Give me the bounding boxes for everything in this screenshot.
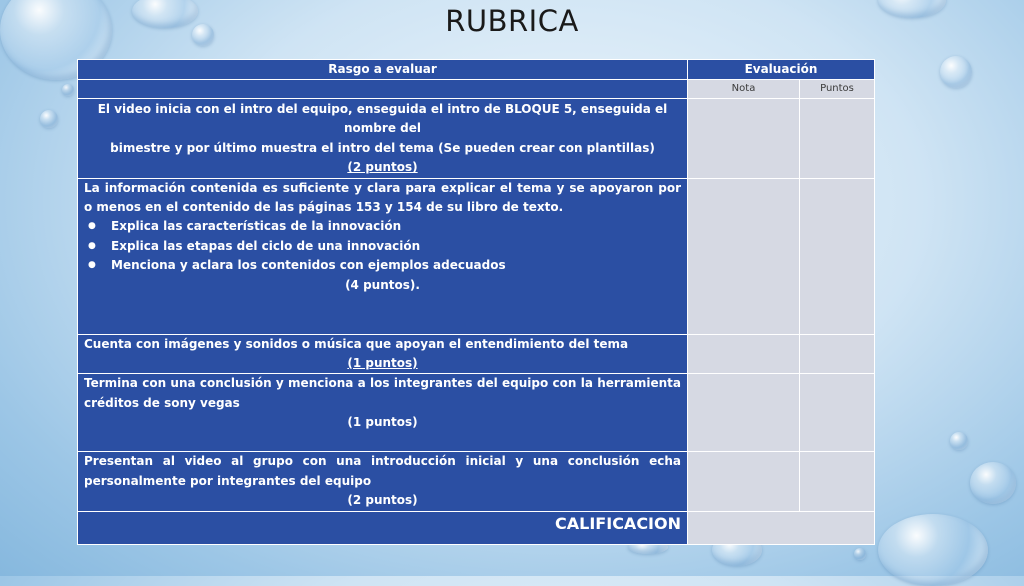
water-droplet-decoration	[854, 548, 866, 560]
criterion-text: Cuenta con imágenes y sonidos o música que apoyan el entendimiento del tema	[84, 336, 629, 351]
criterion-text: bimestre y por último muestra el intro del tema (Se pueden crear con plantillas)	[110, 140, 655, 155]
water-droplet-decoration	[40, 110, 58, 128]
water-droplet-decoration	[970, 462, 1016, 504]
subheader-puntos: Puntos	[800, 80, 875, 99]
criterion-cell	[78, 452, 688, 511]
nota-cell[interactable]	[688, 99, 800, 179]
page-title: RUBRICA	[445, 4, 579, 38]
total-score-cell[interactable]	[688, 511, 875, 544]
puntos-cell[interactable]	[800, 99, 875, 179]
criterion-cell	[78, 178, 688, 334]
water-droplet-decoration	[62, 84, 74, 96]
criterion-text: El video inicia con el intro del equipo, enseguida el intro de BLOQUE 5, enseguida el nombre del	[97, 102, 668, 136]
criterion-cell	[78, 374, 688, 452]
criterion-text: Presentan al video al grupo con una introducción inicial y una conclusión echa personalmente por integrantes del equipo	[84, 454, 681, 488]
criterion-text: La información contenida es suficiente y clara para explicar el tema y se apoyaron por o menos en el contenido de las páginas 153 y 154 de su libro de texto.	[84, 180, 681, 215]
criterion-cell	[78, 334, 688, 374]
criterion-cell	[78, 99, 688, 179]
total-row	[78, 511, 875, 544]
table-row	[78, 374, 875, 452]
criterion-bullet-list	[84, 217, 681, 275]
table-row	[78, 334, 875, 374]
nota-cell[interactable]	[688, 178, 800, 334]
criterion-text: Termina con una conclusión y menciona a los integrantes del equipo con la herramienta créditos de sony vegas	[84, 376, 681, 410]
puntos-cell[interactable]	[800, 178, 875, 334]
subheader-empty-cell	[78, 80, 688, 99]
list-item: ● Explica las etapas del ciclo de una innovación	[84, 237, 681, 256]
puntos-cell[interactable]	[800, 452, 875, 511]
table-subheader-row	[78, 80, 875, 99]
criterion-points: (2 puntos)	[347, 160, 418, 175]
total-label: CALIFICACION	[78, 511, 688, 544]
criterion-points: (1 puntos)	[347, 356, 418, 371]
puntos-cell[interactable]	[800, 374, 875, 452]
water-droplet-decoration	[878, 514, 988, 586]
criterion-points: (4 puntos).	[345, 277, 420, 292]
rubric-table	[77, 59, 875, 545]
table-row	[78, 178, 875, 334]
table-header-row	[78, 60, 875, 80]
nota-cell[interactable]	[688, 452, 800, 511]
list-item: ● Menciona y aclara los contenidos con ejemplos adecuados	[84, 256, 681, 275]
criterion-points: (2 puntos)	[347, 493, 418, 508]
water-droplet-decoration	[940, 56, 972, 88]
nota-cell[interactable]	[688, 334, 800, 374]
table-row	[78, 99, 875, 179]
puntos-cell[interactable]	[800, 334, 875, 374]
subheader-nota: Nota	[688, 80, 800, 99]
list-item: ● Explica las características de la innovación	[84, 217, 681, 236]
header-evaluation: Evaluación	[688, 60, 875, 80]
header-criterion: Rasgo a evaluar	[78, 60, 688, 80]
criterion-points: (1 puntos)	[347, 415, 418, 430]
water-droplet-decoration	[950, 432, 968, 450]
table-row	[78, 452, 875, 511]
nota-cell[interactable]	[688, 374, 800, 452]
